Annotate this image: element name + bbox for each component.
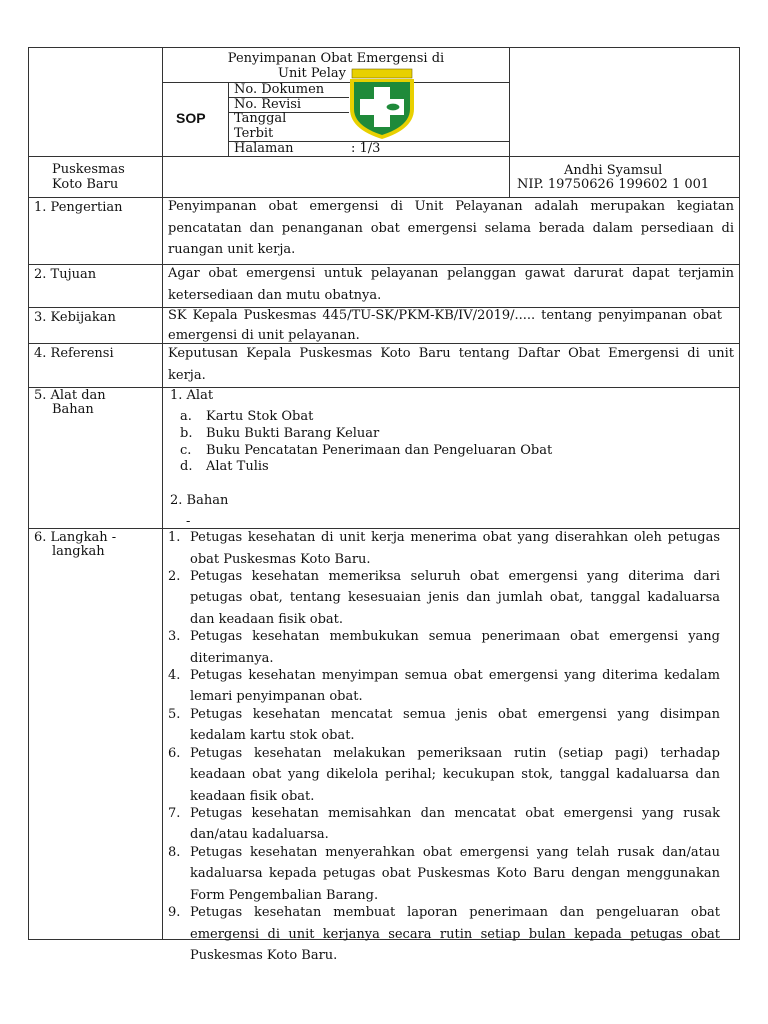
alat-title: 1. Alat <box>170 388 214 403</box>
signer-name: Andhi Syamsul <box>564 163 663 178</box>
list-item: 8. Petugas kesehatan menyerahkan obat emergensi yang telah rusak dan/atau kadaluarsa kepada petugas obat Puskesmas Koto Baru dengan menggunakan Form Pengembalian Barang. <box>168 844 720 903</box>
list-item: 4. Petugas kesehatan menyimpan semua obat emergensi yang diterima kedalam lemari penyimpanan obat. <box>168 667 720 705</box>
section-label-kebijakan: 3. Kebijakan <box>34 310 116 325</box>
row-label-cell <box>28 387 163 529</box>
langkah-list <box>168 527 720 962</box>
sop-label: SOP <box>176 110 206 126</box>
list-item: a. Kartu Stok Obat <box>180 409 314 424</box>
list-item: 7. Petugas kesehatan memisahkan dan mencatat obat emergensi yang rusak dan/atau kadaluarsa. <box>168 805 720 843</box>
field-no-dokumen: No. Dokumen <box>234 82 325 97</box>
field-halaman: Halaman <box>234 141 294 156</box>
list-item: b. Buku Bukti Barang Keluar <box>180 425 380 441</box>
section-label-pengertian: 1. Pengertian <box>34 200 123 215</box>
list-item: 2. Petugas kesehatan memeriksa seluruh obat emergensi yang diterima dari petugas obat, tentang kesesuaian jenis dan jumlah obat, tanggal kadaluarsa dan keadaan fisik obat. <box>168 568 720 627</box>
list-item: 5. Petugas kesehatan mencatat semua jenis obat emergensi yang disimpan kedalam kartu stok obat. <box>168 706 720 744</box>
section-label-alat-bahan-1: 5. Alat dan <box>34 388 106 403</box>
section-text-tujuan: Agar obat emergensi untuk pelayanan pelanggan gawat darurat dapat terjamin ketersediaan dan mutu obatnya. <box>168 266 734 303</box>
list-item: 9. Petugas kesehatan membuat laporan penerimaan dan pengeluaran obat emergensi di unit kerjanya secara rutin setiap bulan kepada petugas obat Puskesmas Koto Baru. <box>168 905 720 963</box>
list-item: c. Buku Pencatatan Penerimaan dan Pengeluaran Obat <box>180 442 553 458</box>
document-title-line1: Penyimpanan Obat Emergensi di <box>227 51 445 66</box>
list-item: d. Alat Tulis <box>180 459 269 475</box>
list-item: 3. Petugas kesehatan membukukan semua penerimaan obat emergensi yang diterimanya. <box>168 629 720 666</box>
section-text-kebijakan: SK Kepala Puskesmas 445/TU-SK/PKM-KB/IV/2019/..... tentang penyimpanan obat emergensi di unit pelayanan. <box>168 308 722 343</box>
document-title-line2: Unit Pelay <box>278 66 346 81</box>
section-label-langkah-2: langkah <box>52 544 105 559</box>
field-terbit: Terbit <box>234 126 274 141</box>
bahan-value: - <box>186 514 191 529</box>
row-label-cell <box>28 528 163 940</box>
alat-list <box>170 406 730 473</box>
puskesmas-logo-icon <box>346 67 418 141</box>
section-label-alat-bahan-2: Bahan <box>52 402 94 417</box>
org-middle-cell <box>162 156 510 198</box>
org-name-line1: Puskesmas <box>52 162 125 177</box>
bahan-title: 2. Bahan <box>170 493 229 508</box>
section-label-tujuan: 2. Tujuan <box>34 267 97 282</box>
list-item: 6. Petugas kesehatan melakukan pemeriksaan rutin (setiap pagi) terhadap keadaan obat yang dikelola perihal; kecukupan stok, tanggal kadaluarsa dan keadaan fisik obat. <box>168 745 720 804</box>
section-label-referensi: 4. Referensi <box>34 346 114 361</box>
field-no-revisi: No. Revisi <box>234 97 302 112</box>
section-text-referensi: Keputusan Kepala Puskesmas Koto Baru tentang Daftar Obat Emergensi di unit kerja. <box>168 346 734 383</box>
field-tanggal: Tanggal <box>234 111 287 126</box>
list-item: 1. Petugas kesehatan di unit kerja menerima obat yang diserahkan oleh petugas obat Puskesmas Koto Baru. <box>168 530 720 567</box>
field-halaman-value: : 1/3 <box>351 141 381 156</box>
org-name-line2: Koto Baru <box>52 177 119 192</box>
signer-nip: NIP. 19750626 199602 1 001 <box>517 177 710 192</box>
section-text-pengertian: Penyimpanan obat emergensi di Unit Pelayanan adalah merupakan kegiatan pencatatan dan penanganan obat emergensi selama berada dalam persediaan di ruangan unit kerja. <box>168 199 734 257</box>
section-label-langkah-1: 6. Langkah - <box>34 530 117 545</box>
